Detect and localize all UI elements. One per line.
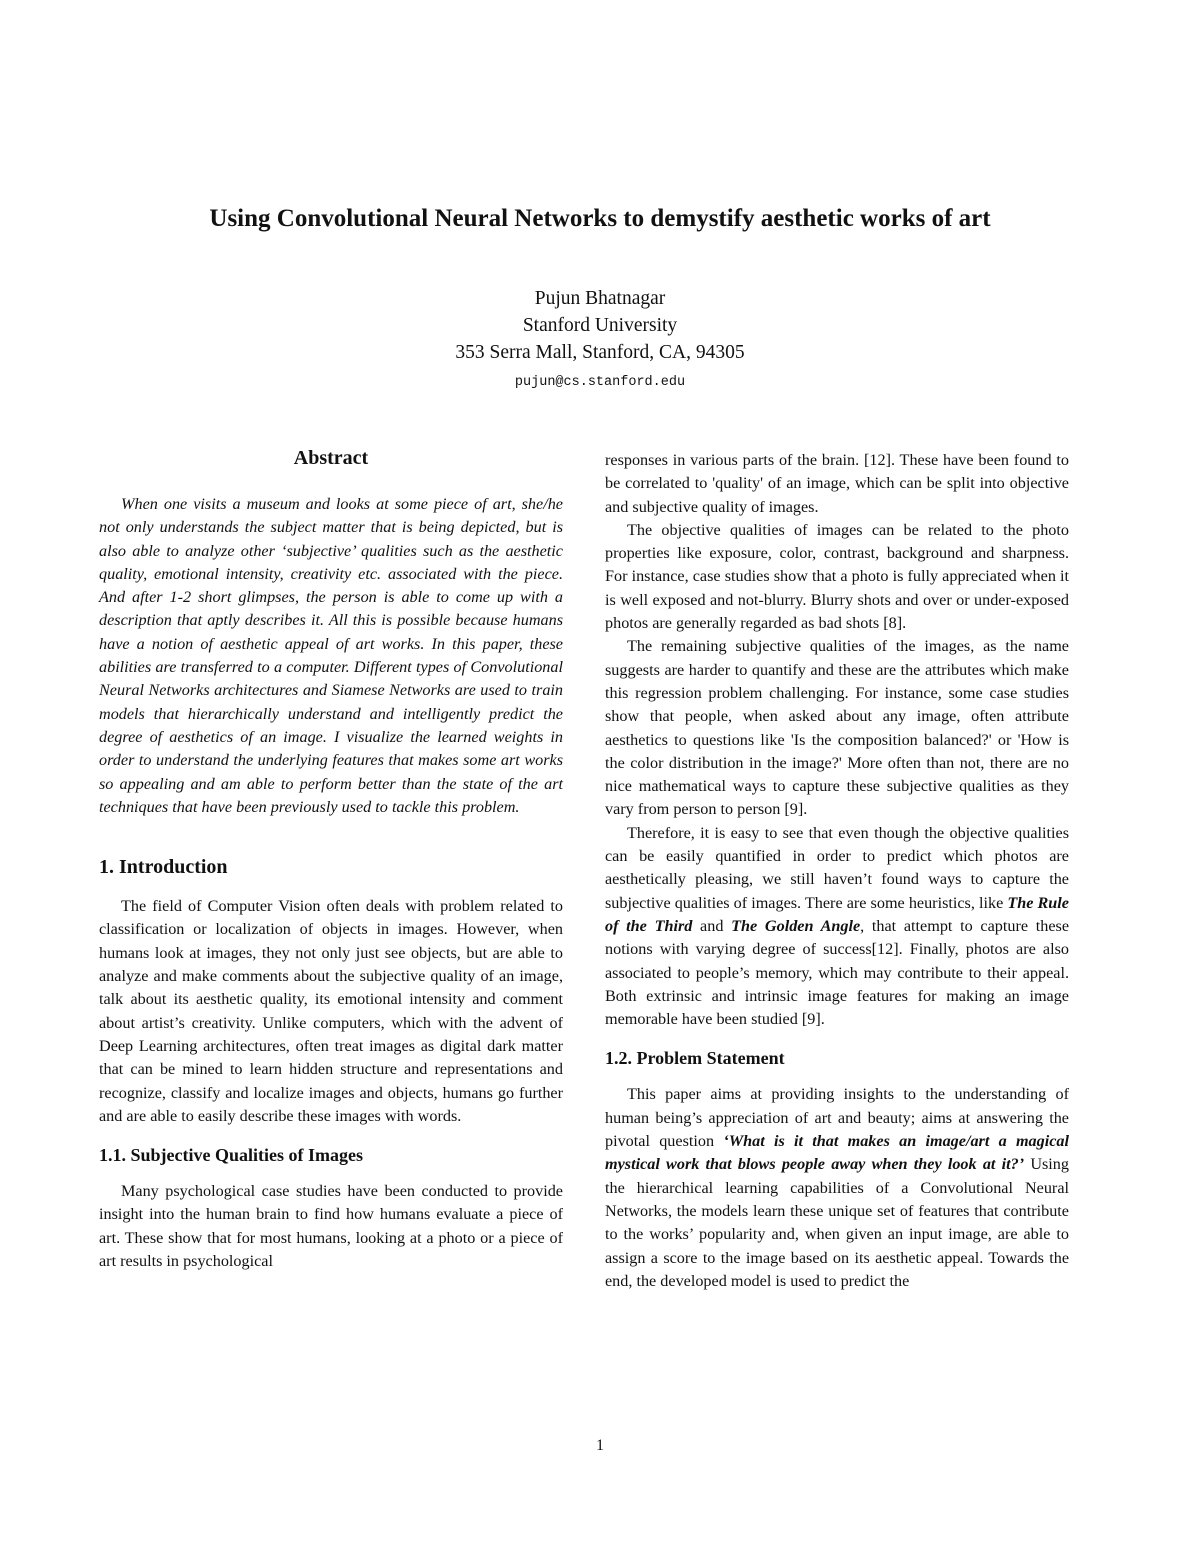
paper-title: Using Convolutional Neural Networks to demystify aesthetic works of art bbox=[209, 205, 991, 232]
abstract-text: When one visits a museum and looks at some piece of art, she/he not only understands the subject matter that is being depicted, but is also able to analyze other ‘subjective’ qualities such as the aesthetic quality, emotional intensity, creativity etc. associated with the piece. And after 1-2 short glimpses, the person is able to come up with a description that aptly describes it. All this is possible because humans have a notion of aesthetic appeal of art works. In this paper, these abilities are transferred to a computer. Different types of Convolutional Neural Networks architectures and Siamese Networks are used to train models that hierarchically understand and intelligently predict the degree of aesthetics of an image. I visualize the learned weights in order to understand the underlying features that makes some art works so appealing and am able to perform better than the state of the art techniques that have been previously used to tackle this problem. bbox=[99, 495, 563, 816]
abstract-body bbox=[99, 493, 563, 819]
subsection-heading-problem-statement: 1.2. Problem Statement bbox=[605, 1048, 785, 1069]
paragraph-text: Therefore, it is easy to see that even though the objective qualities can be easily quantified in order to predict which photos are aesthetically pleasing, we still haven’t found ways to capture the subjective qualities of images. There are some heuristics, like bbox=[605, 823, 1069, 912]
subsection-heading-subjective-qualities: 1.1. Subjective Qualities of Images bbox=[99, 1145, 363, 1166]
paragraph-text: and bbox=[692, 916, 732, 935]
subjective-paragraph-1-continued: responses in various parts of the brain. [12]. These have been found to be correlated to 'quality' of an image, which can be split into objective and subjective quality of images. bbox=[605, 451, 1069, 516]
author-name: Pujun Bhatnagar bbox=[534, 288, 666, 309]
problem-paragraph bbox=[605, 1083, 1069, 1293]
subjective-paragraph-1: Many psychological case studies have been conducted to provide insight into the human brain to find how humans evaluate a piece of art. These show that for most humans, looking at a photo or a piece of art results in psychological bbox=[99, 1182, 563, 1271]
left-column bbox=[99, 443, 563, 1273]
abstract-heading: Abstract bbox=[293, 447, 369, 469]
right-column bbox=[605, 449, 1069, 1293]
author-email[interactable]: pujun@cs.stanford.edu bbox=[514, 375, 686, 390]
section-heading-introduction: 1. Introduction bbox=[99, 856, 228, 879]
author-block bbox=[0, 285, 1200, 400]
author-affiliation: Stanford University bbox=[522, 315, 678, 336]
subjective-paragraph-2: The objective qualities of images can be related to the photo properties like exposure, color, contrast, background and sharpness. For instance, case studies show that a photo is fully appreciated when it is well exposed and not-blurry. Blurry shots and over or under-exposed photos are generally regarded as bad shots [8]. bbox=[605, 520, 1069, 633]
subjective-paragraph-4 bbox=[605, 822, 1069, 1032]
paragraph-text: This paper aims at providing insights to the understanding of human being’s appreciation of art and beauty; aims at answering the pivotal question bbox=[605, 1085, 1069, 1151]
page-number: 1 bbox=[596, 1437, 604, 1454]
paragraph-text: Using the hierarchical learning capabilities of a Convolutional Neural Networks, the models learn these unique set of features that contribute to the works’ popularity and, when given an input image, are able to assign a score to the image based on its aesthetic appeal. Towards the end, the developed model is used to predict the bbox=[605, 1155, 1069, 1290]
intro-paragraph: The field of Computer Vision often deals with problem related to classification or localization of objects in images. However, when humans look at images, they not only just see objects, but are able to analyze and make comments about the subjective quality of an image, talk about its aesthetic quality, its emotional intensity and comment about artist’s creativity. Unlike computers, which with the advent of Deep Learning architectures, often treat images as digital dark matter that can be mined to learn hidden structure and representations and recognize, classify and localize images and objects, humans go further and are able to easily describe these images with words. bbox=[99, 897, 563, 1125]
author-address: 353 Serra Mall, Stanford, CA, 94305 bbox=[455, 342, 745, 363]
subjective-paragraph-3: The remaining subjective qualities of the images, as the name suggests are harder to quantify and these are the attributes which make this regression problem challenging. For instance, some case studies show that people, when asked about any image, often attribute aesthetics to questions like 'Is the composition balanced?' or 'How is the color distribution in the image?' More often than not, there are no nice mathematical ways to capture these subjective qualities as they vary from person to person [9]. bbox=[605, 637, 1069, 819]
emphasis-pivotal-question: ‘What is it that makes an image/art a magical mystical work that blows people away when they look at it?’ bbox=[605, 1132, 1069, 1174]
emphasis-rule-of-third: The Rule of the Third bbox=[605, 893, 1069, 935]
emphasis-golden-angle: The Golden Angle bbox=[731, 916, 861, 935]
paragraph-text: , that attempt to capture these notions with varying degree of success[12]. Finally, photos are also associated to people’s memory, which may contribute to their appeal. Both extrinsic and intrinsic image features for making an image memorable have been studied [9]. bbox=[605, 916, 1069, 1029]
